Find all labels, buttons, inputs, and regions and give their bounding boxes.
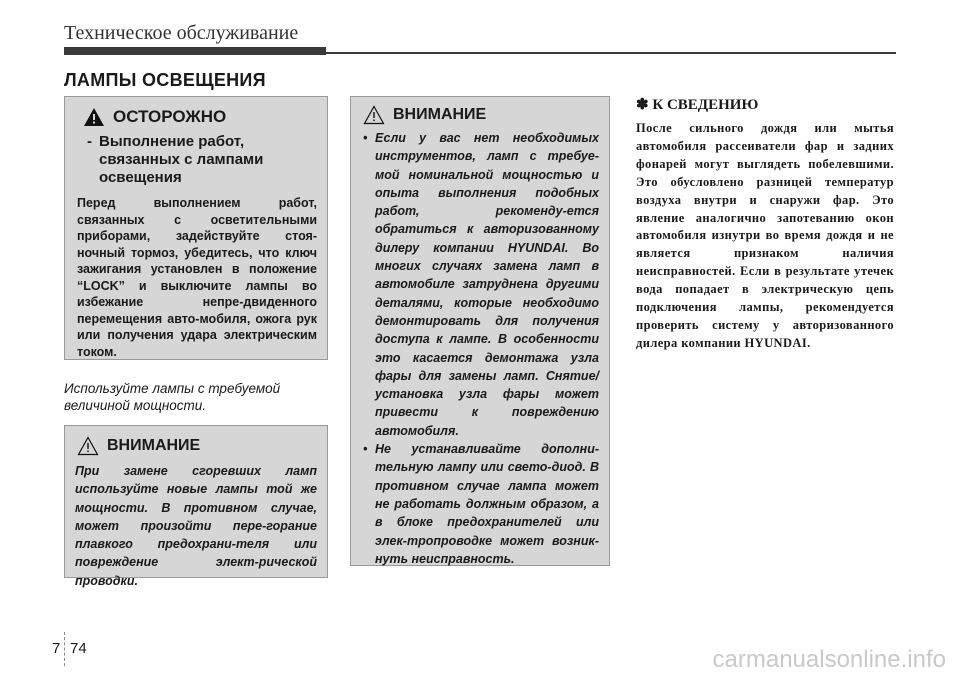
notice-1-title-row <box>77 436 317 456</box>
caution-title: ОСТОРОЖНО <box>113 107 227 126</box>
chapter-number: 7 <box>52 640 61 657</box>
notice-2-title: ВНИМАНИЕ <box>393 106 487 123</box>
warning-outline-icon <box>363 105 385 125</box>
page-number: 74 <box>70 640 87 657</box>
caution-box <box>64 96 328 360</box>
notice-box-1 <box>64 425 328 588</box>
info-text: После сильного дождя или мытья автомобиля рассеиватели фар и задних фонарей могут выглядеть побелевшими. Это обусловлено разницей температур воздуха внутри и снаружи фар. Это явление аналогично запотеванию окон автомобиля изнутри во время дождя и не является признаком наличия неисправностей. Если в результате утечек вода попадает в электрическую цепь подключения лампы, рекомендуется проверить систему у авторизованного дилера компании HYUNDAI. <box>636 121 894 350</box>
caution-item: - Выполнение работ, связанных с лампами освещения <box>99 133 317 187</box>
list-item: • Если у вас нет необходимых инструментов, ламп с требуе-мой номинальной мощностью и опыта выполнения подобных работ, рекоменду-ется обратиться к авторизованному дилеру компании HYUNDAI. Во многих случаях замена ламп в автомобиле затруднена другими деталями, которые необходимо демонтировать для получения доступа к лампе. В особенности это касается демонтажа узла фары для замены ламп. Снятие/установка узла фары может привести к повреждению автомобиля. <box>361 129 599 440</box>
caution-text: Перед выполнением работ, связанных с осветительными приборами, задействуйте стоя-ночный тормоз, убедитесь, что ключ зажигания установлен в положение “LOCK” и выключите лампы во избежание непре-двиденного перемещения авто-мобиля, ожога рук или получения удара электрическим током. <box>77 196 317 359</box>
body-text: Используйте лампы с требуемой величиной мощности. <box>64 381 281 413</box>
notice-2-list <box>361 129 599 568</box>
info-title: ✽ К СВЕДЕНИЮ <box>636 97 759 113</box>
notice-box-2 <box>350 96 610 566</box>
notice-1-title: ВНИМАНИЕ <box>107 437 201 454</box>
section-title: ЛАМПЫ ОСВЕЩЕНИЯ <box>64 70 266 90</box>
list-item: • Не устанавливайте дополни-тельную лампу или свето-диод. В противном случае лампа может не работать должным образом, а в блоке предохранителей или элек-тропроводке может возник-нуть неисправность. <box>361 440 599 568</box>
header-rule <box>326 52 896 54</box>
notice-1-text: При замене сгоревших ламп используйте новые лампы той же мощности. В противном случае, может произойти пере-горание плавкого предохрани-теля или повреждение элект-рической проводки. <box>75 464 317 588</box>
notice-2-title-row <box>363 105 599 125</box>
footer-separator <box>64 632 65 666</box>
warning-outline-icon <box>77 436 99 456</box>
header-title: Техническое обслуживание <box>64 22 299 44</box>
watermark: carmanualsonline.info <box>712 646 946 673</box>
header-bar <box>64 47 326 55</box>
warning-filled-icon <box>83 107 105 127</box>
info-section <box>636 95 894 353</box>
caution-title-row <box>83 107 317 127</box>
